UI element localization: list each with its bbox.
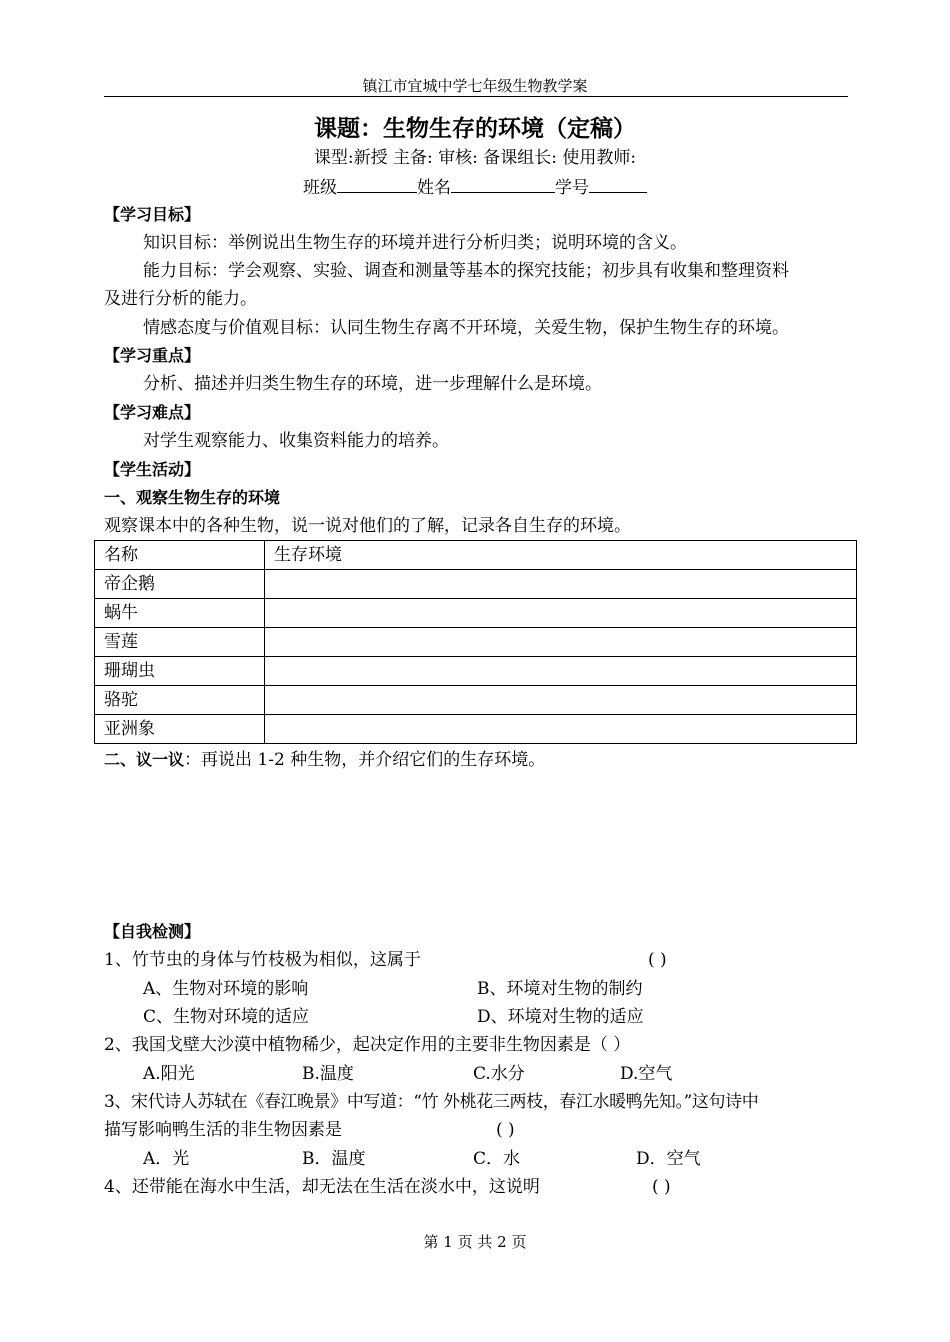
- environment-cell[interactable]: [265, 628, 857, 657]
- name-blank[interactable]: [451, 174, 555, 193]
- q1-option-d[interactable]: D、环境对生物的适应: [477, 1007, 644, 1027]
- objective-ability-1: 能力目标：学会观察、实验、调查和测量等基本的探究技能；初步具有收集和整理资料: [143, 261, 789, 281]
- part2-line: [104, 746, 854, 774]
- table-row: [95, 628, 857, 657]
- q3-option-b[interactable]: B．温度: [302, 1149, 366, 1169]
- q3-option-c[interactable]: C．水: [473, 1149, 521, 1169]
- environment-cell[interactable]: [265, 686, 857, 715]
- table-row: [95, 570, 857, 599]
- q4-answer-paren[interactable]: ( ): [652, 1177, 671, 1197]
- table-row: [95, 686, 857, 715]
- q1-answer-paren[interactable]: ( ): [648, 950, 667, 970]
- table-header-row: [95, 541, 857, 570]
- q3-stem-2: 描写影响鸭生活的非生物因素是: [104, 1120, 342, 1140]
- class-label: 班级: [303, 178, 337, 198]
- q1-option-b[interactable]: B、环境对生物的制约: [477, 979, 643, 999]
- q3-stem-1: 3、宋代诗人苏轼在《春江晚景》中写道：“竹 外桃花三两枝，春江水暖鸭先知。”这句诗中: [104, 1092, 759, 1112]
- q2-option-a[interactable]: A.阳光: [143, 1064, 195, 1084]
- q3-option-d[interactable]: D．空气: [636, 1149, 701, 1169]
- header-name: 名称: [95, 541, 265, 570]
- table-row: [95, 657, 857, 686]
- organism-name: 珊瑚虫: [95, 657, 265, 686]
- activities-heading: 【学生活动】: [104, 460, 201, 479]
- q4-stem: 4、还带能在海水中生活，却无法在生活在淡水中，这说明: [104, 1177, 540, 1197]
- name-label: 姓名: [417, 178, 451, 198]
- environment-table: [94, 540, 857, 744]
- student-info-line: [0, 174, 950, 200]
- q2-option-c[interactable]: C.水分: [473, 1064, 525, 1084]
- q1-stem: 1、竹节虫的身体与竹枝极为相似，这属于: [104, 950, 421, 970]
- difficulties-heading: 【学习难点】: [104, 403, 201, 422]
- q2-stem: 2、我国戈壁大沙漠中植物稀少，起决定作用的主要非生物因素是（ ）: [104, 1035, 631, 1055]
- environment-cell[interactable]: [265, 715, 857, 744]
- q2-option-b[interactable]: B.温度: [302, 1064, 354, 1084]
- number-label: 学号: [555, 178, 589, 198]
- organism-name: 帝企鹅: [95, 570, 265, 599]
- key-points-text: 分析、描述并归类生物生存的环境，进一步理解什么是环境。: [143, 374, 602, 394]
- header-environment: 生存环境: [265, 541, 857, 570]
- objective-ability-2: 及进行分析的能力。: [104, 289, 257, 309]
- objectives-heading: 【学习目标】: [104, 205, 201, 224]
- table-row: [95, 715, 857, 744]
- objective-attitude: 情感态度与价值观目标：认同生物生存离不开环境，关爱生物，保护生物生存的环境。: [143, 318, 789, 338]
- part2-heading: 二、议一议: [104, 750, 185, 769]
- q2-option-d[interactable]: D.空气: [620, 1064, 673, 1084]
- environment-cell[interactable]: [265, 599, 857, 628]
- organism-name: 骆驼: [95, 686, 265, 715]
- number-blank[interactable]: [589, 174, 647, 193]
- course-meta: 课型:新授 主备: 审核: 备课组长: 使用教师:: [313, 148, 637, 168]
- organism-name: 蜗牛: [95, 599, 265, 628]
- q3-answer-paren[interactable]: ( ): [496, 1120, 515, 1140]
- page-title: 课题：生物生存的环境（定稿）: [314, 116, 636, 142]
- header-divider: [104, 96, 848, 97]
- part2-text: ：再说出 1-2 种生物，并介绍它们的生存环境。: [184, 750, 546, 770]
- environment-cell[interactable]: [265, 570, 857, 599]
- difficulties-text: 对学生观察能力、收集资料能力的培养。: [143, 431, 449, 451]
- key-points-heading: 【学习重点】: [104, 346, 201, 365]
- header-text: 镇江市宜城中学七年级生物教学案: [362, 77, 588, 95]
- organism-name: 雪莲: [95, 628, 265, 657]
- page-footer: 第 1 页 共 2 页: [423, 1233, 527, 1251]
- part1-text: 观察课本中的各种生物，说一说对他们的了解，记录各自生存的环境。: [104, 516, 631, 536]
- table-row: [95, 599, 857, 628]
- q1-option-a[interactable]: A、生物对环境的影响: [143, 979, 309, 999]
- self-test-heading: 【自我检测】: [104, 922, 201, 941]
- class-blank[interactable]: [337, 174, 417, 193]
- part1-heading: 一、观察生物生存的环境: [104, 488, 281, 507]
- q3-option-a[interactable]: A．光: [143, 1149, 190, 1169]
- objective-knowledge: 知识目标：举例说出生物生存的环境并进行分析归类；说明环境的含义。: [143, 233, 687, 253]
- q1-option-c[interactable]: C、生物对环境的适应: [143, 1007, 310, 1027]
- environment-cell[interactable]: [265, 657, 857, 686]
- organism-name: 亚洲象: [95, 715, 265, 744]
